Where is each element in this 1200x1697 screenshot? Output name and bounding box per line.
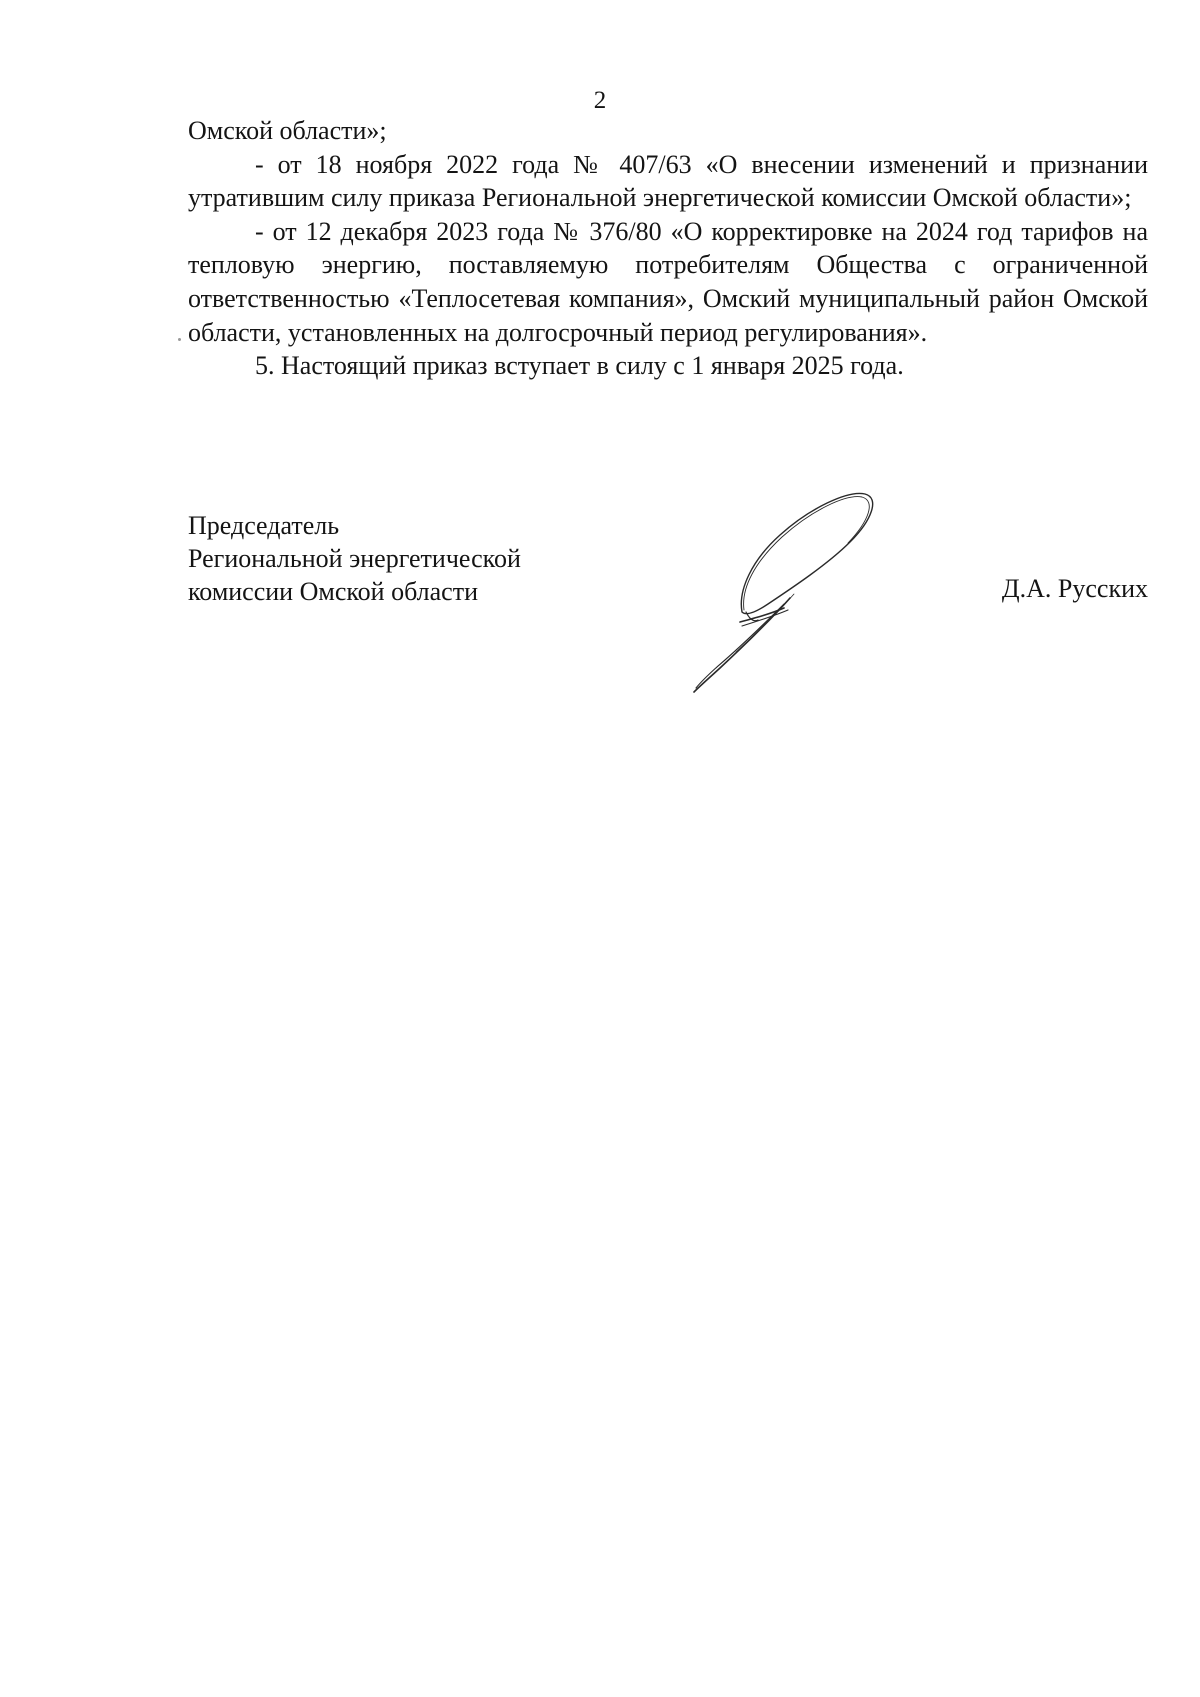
signatory-title-line: Председатель [188,511,340,540]
signatory-title [188,509,521,608]
scan-speck [178,338,181,341]
signatory-title-line: комиссии Омской области [188,577,478,606]
paragraph-item-order-376-80: - от 12 декабря 2023 года № 376/80 «О корректировке на 2024 год тарифов на тепловую энергию, поставляемую потребителям Общества с ограниченной ответственностью «Теплосетевая компания», Омский муниципальный район Омской области, установленных на долгосрочный период регулирования». [188,216,1148,347]
handwritten-signature [680,480,920,720]
paragraph-item-order-407-63: - от 18 ноября 2022 года № 407/63 «О внесении изменений и признании утратившим силу приказа Региональной энергетической комиссии Омской области»; [188,149,1148,213]
page-number: 2 [593,87,607,114]
signatory-title-line: Региональной энергетической [188,544,521,573]
paragraph-continuation: Омской области»; [188,116,387,145]
paragraph-effective-date: 5. Настоящий приказ вступает в силу с 1 января 2025 года. [255,351,904,381]
signatory-name: Д.А. Русских [1001,574,1148,603]
document-body [188,114,1148,383]
